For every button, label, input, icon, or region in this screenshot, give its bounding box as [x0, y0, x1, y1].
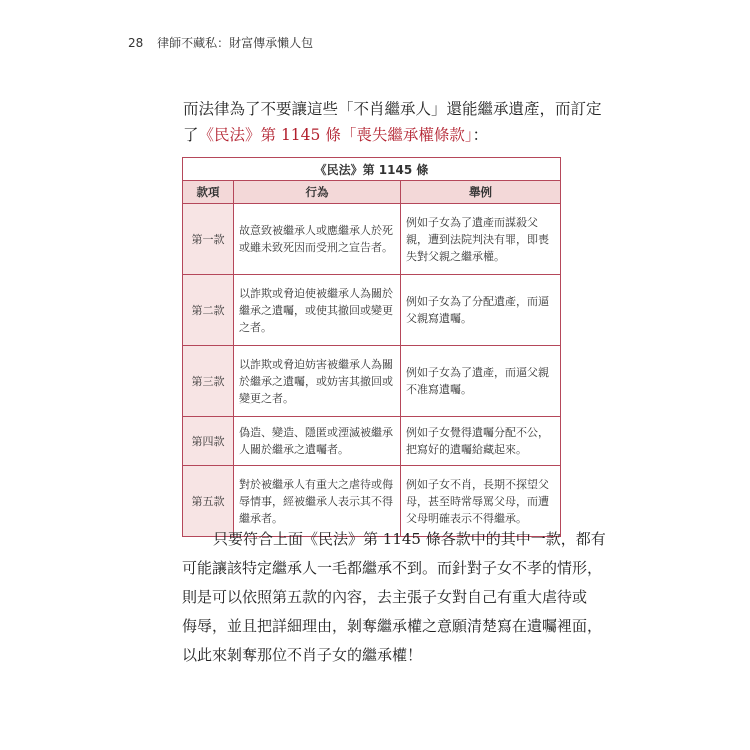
row-example: 例如子女為了遺產而謀殺父親，遭到法院判決有罪，即喪失對父親之繼承權。 [401, 204, 561, 275]
civil-code-1145-table [182, 157, 561, 537]
table-title: 《民法》第 1145 條 [183, 158, 561, 181]
law-reference: 《民法》第 1145 條「喪失繼承權條款」 [198, 126, 473, 144]
intro-line-1: 而法律為了不要讓這些「不肖繼承人」還能繼承遺產，而訂定 [183, 100, 602, 118]
intro-suffix: ： [472, 126, 489, 144]
row-example: 例如子女為了遺產，而逼父親不准寫遺囑。 [401, 346, 561, 417]
row-act: 偽造、變造、隱匿或湮滅被繼承人關於繼承之遺囑者。 [234, 417, 401, 466]
row-item: 第三款 [183, 346, 234, 417]
page-number: 28 [128, 36, 144, 50]
body-line-3: 則是可以依照第五款的內容，去主張子女對自己有重大虐待或 [182, 588, 588, 606]
row-item: 第一款 [183, 204, 234, 275]
row-example: 例如子女不肖，長期不探望父母，甚至時常辱罵父母，而遭父母明確表示不得繼承。 [401, 466, 561, 537]
row-item: 第五款 [183, 466, 234, 537]
intro-prefix: 了 [183, 126, 199, 144]
header-item: 款項 [183, 181, 234, 204]
row-act: 對於被繼承人有重大之虐待或侮辱情事，經被繼承人表示其不得繼承者。 [234, 466, 401, 537]
running-header [128, 34, 313, 51]
row-item: 第二款 [183, 275, 234, 346]
body-paragraph [182, 525, 606, 670]
intro-line-2 [183, 122, 578, 148]
row-example: 例如子女為了分配遺產，而逼父親寫遺囑。 [401, 275, 561, 346]
table-row [183, 346, 561, 417]
row-item: 第四款 [183, 417, 234, 466]
header-act: 行為 [234, 181, 401, 204]
table-row [183, 417, 561, 466]
row-act: 以詐欺或脅迫使被繼承人為關於繼承之遺囑，或使其撤回或變更之者。 [234, 275, 401, 346]
header-example: 舉例 [401, 181, 561, 204]
table-row [183, 275, 561, 346]
row-example: 例如子女覺得遺囑分配不公，把寫好的遺囑給藏起來。 [401, 417, 561, 466]
body-line-4: 侮辱，並且把詳細理由，剝奪繼承權之意願清楚寫在遺囑裡面， [182, 617, 603, 635]
intro-paragraph [183, 96, 602, 148]
row-act: 以詐欺或脅迫妨害被繼承人為關於繼承之遺囑，或妨害其撤回或變更之者。 [234, 346, 401, 417]
row-act: 故意致被繼承人或應繼承人於死或雖未致死因而受刑之宣告者。 [234, 204, 401, 275]
table-header-row [183, 181, 561, 204]
body-line-2: 可能讓該特定繼承人一毛都繼承不到。而針對子女不孝的情形， [182, 559, 603, 577]
body-line-1: 只要符合上面《民法》第 1145 條各款中的其中一款，都有 [213, 530, 606, 548]
book-title: 律師不藏私：財富傳承懶人包 [157, 36, 314, 50]
body-line-5: 以此來剝奪那位不肖子女的繼承權！ [182, 646, 423, 664]
table-row [183, 204, 561, 275]
